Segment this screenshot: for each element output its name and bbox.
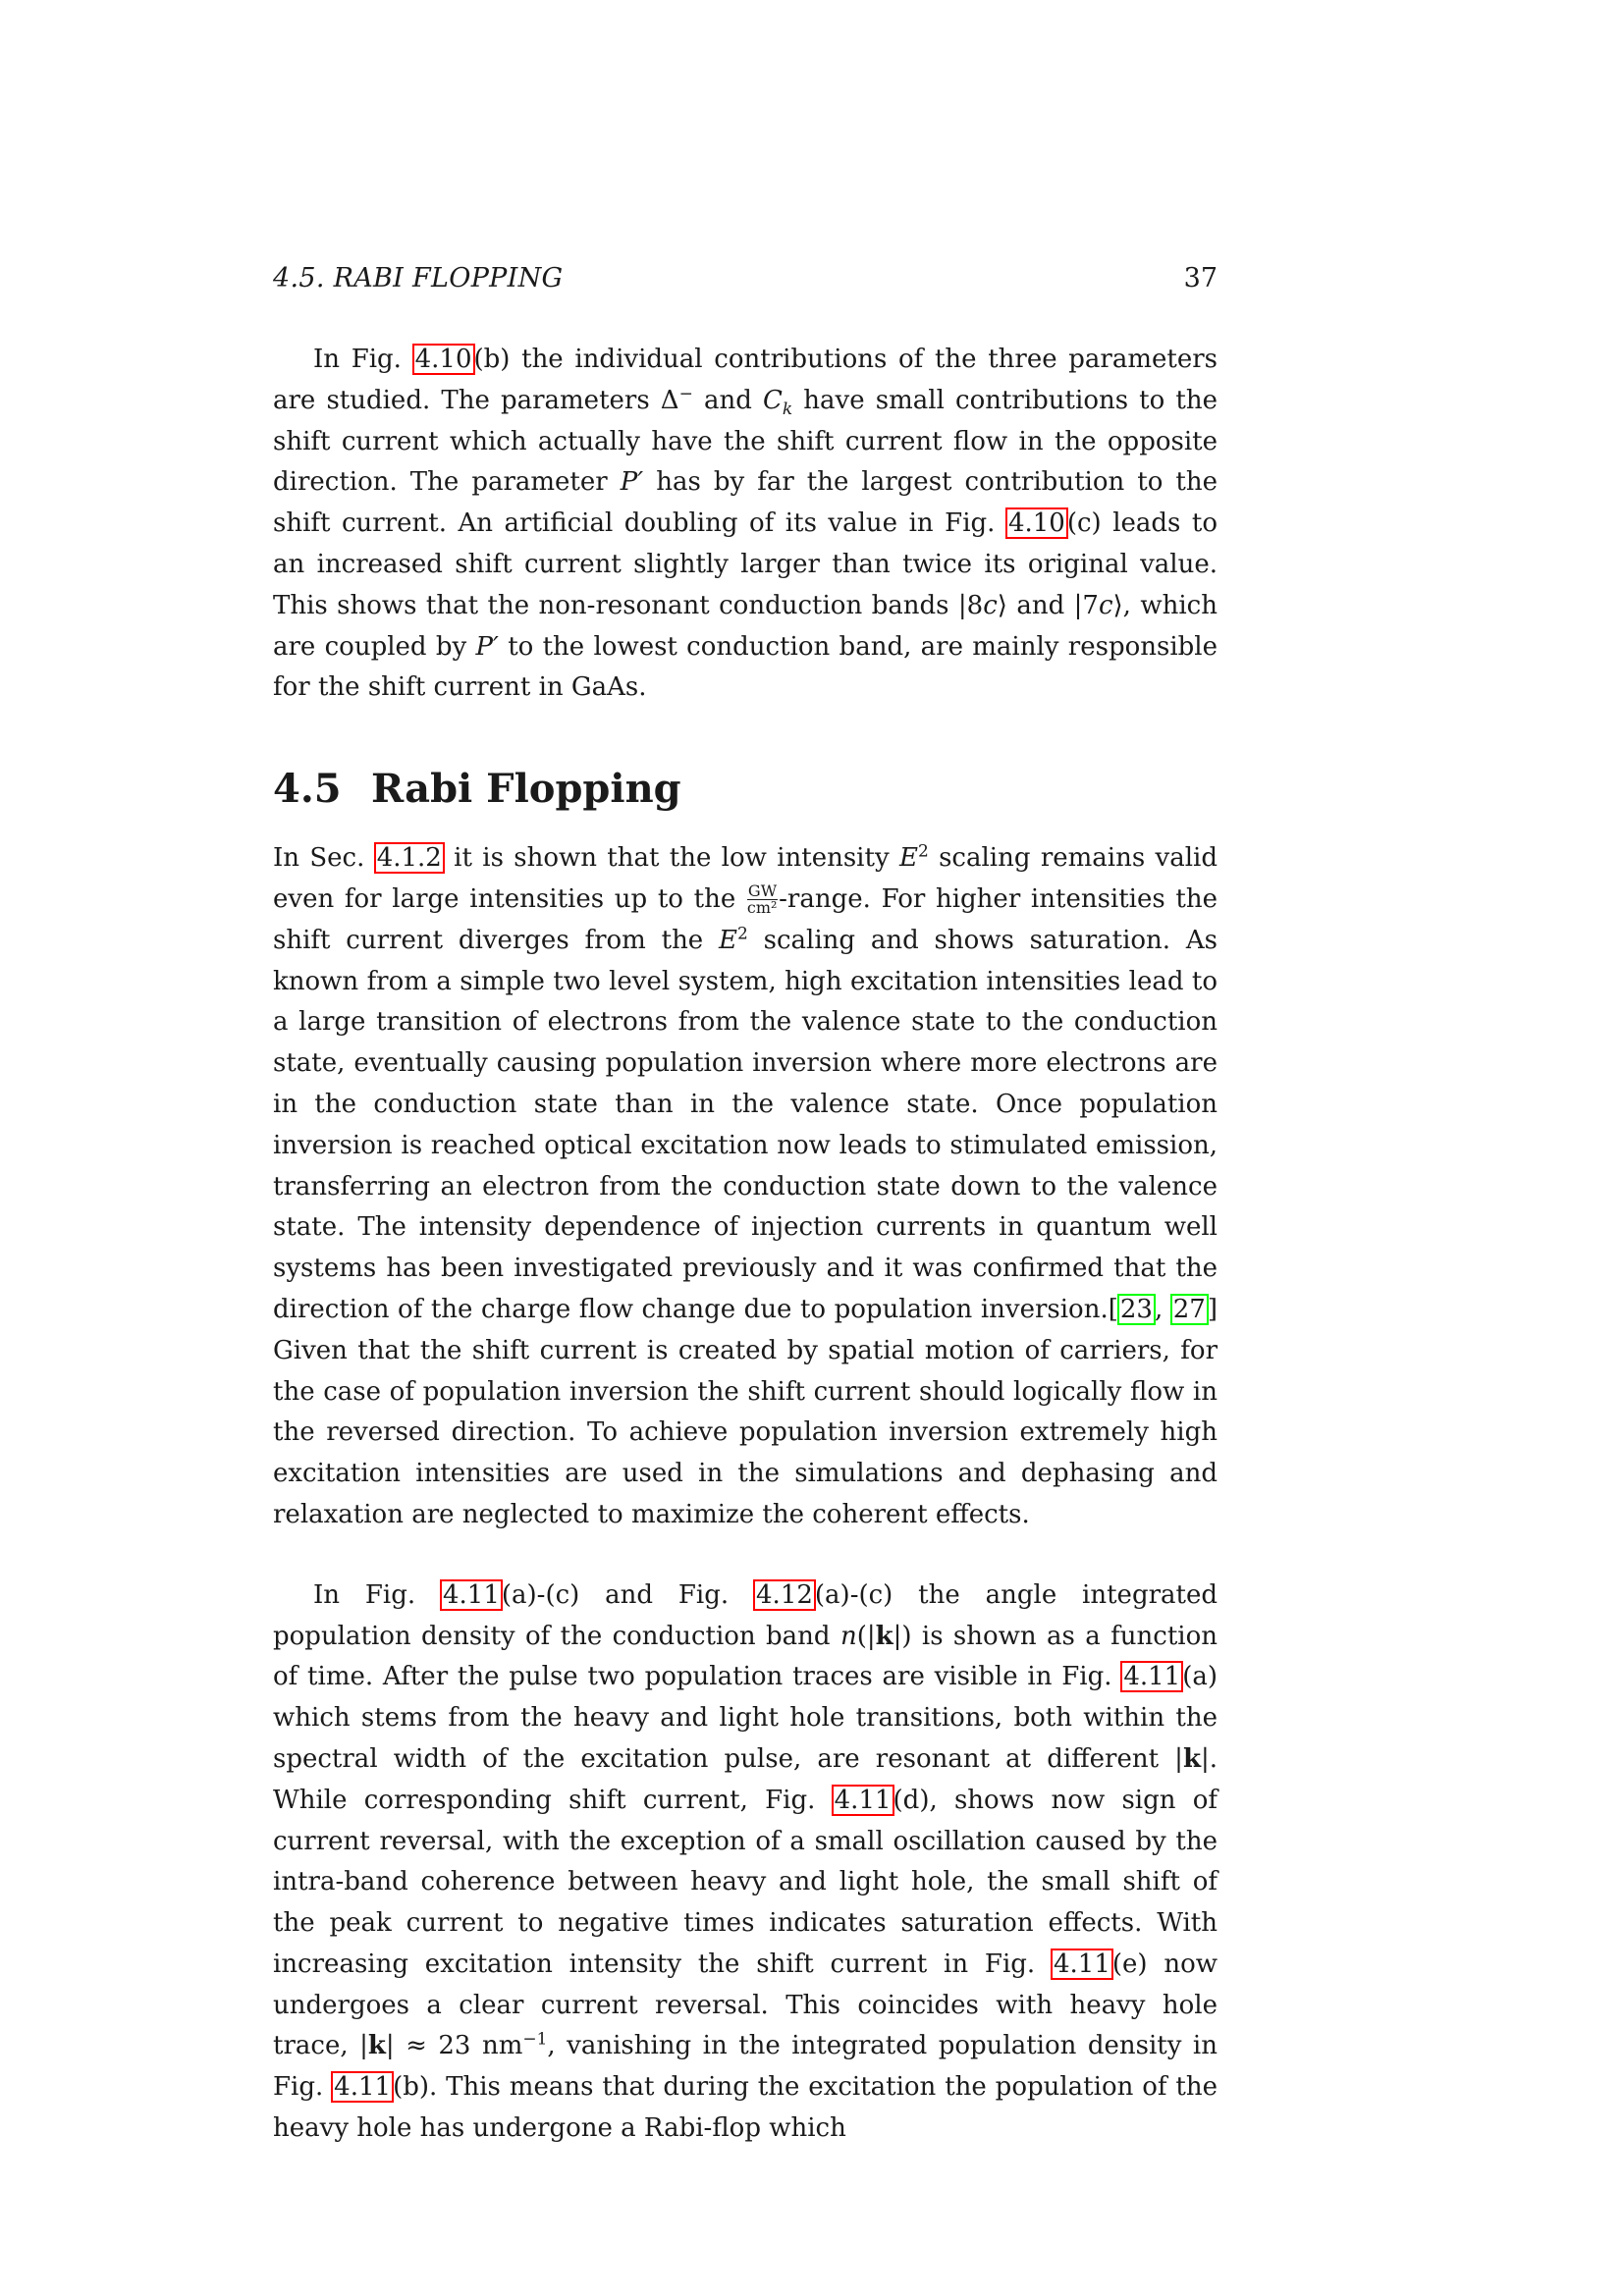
superscript: 2 [736,924,748,944]
text: , [1154,1294,1171,1324]
fraction-denominator: cm² [746,898,778,918]
text: to the lowest conduction band, are mainly responsible for the shift current in GaAs. [273,631,1218,703]
text: (d), shows now sign of current reversal, with the exception of a small oscillation caused by the intra-band coherence between heavy and light hole, the small shift of the peak current to negative times indicates saturation effects. With increasing excitation intensity the shift current in Fig. [273,1785,1218,1979]
math-k-vector: k [875,1621,893,1651]
figure-link-4-11[interactable]: 4.11 [834,1785,892,1815]
math-k-vector: k [1182,1743,1201,1774]
text: ⟩ and |7 [997,590,1099,620]
math-k-vector: k [367,2031,386,2061]
citation-link-23[interactable]: 23 [1119,1294,1153,1324]
text: (a)-(c) the angle integrated population density of the conduction band [273,1579,1218,1651]
text: has by far the largest contribution to the shift current. An artificial doubling of its value in Fig. [273,467,1218,539]
text: |. While corresponding shift current, Fig. [273,1743,1218,1815]
citation-link-27[interactable]: 27 [1172,1294,1206,1324]
paragraph-intro [273,838,1218,1536]
text: (a)-(c) and Fig. [501,1579,755,1610]
paragraph-population [273,1575,1218,2150]
math-n: n [839,1621,857,1651]
figure-link-4-11[interactable]: 4.11 [1123,1662,1181,1692]
figure-link-4-11[interactable]: 4.11 [334,2072,392,2103]
running-head [273,263,1218,302]
text: | ≈ 23 nm [385,2031,523,2061]
text: |) is shown as a function of time. After the pulse two population traces are visible in Fig. [273,1621,1218,1692]
text: and [692,385,763,415]
text: scaling remains valid even for large intensities up to the [273,843,1218,914]
fraction-numerator: GW [747,881,778,901]
figure-link-4-12[interactable]: 4.12 [756,1579,813,1610]
math-p-prime: P′ [620,467,644,498]
math-e: E [719,925,737,955]
math-p-prime: P′ [475,631,499,662]
text: have small contributions to the shift current which actually have the shift current flow in the opposite direction. The parameter [273,385,1218,498]
text: (c) leads to an increased shift current slightly larger than twice its original value. This shows that the non-resonant conduction bands |8 [273,508,1218,620]
text: (b) the individual contributions of the three parameters are studied. The parameters Δ [273,345,1218,415]
math-c: c [1098,590,1113,620]
figure-link-4-10[interactable]: 4.10 [414,345,472,374]
superscript: −1 [522,2029,548,2050]
text: (| [856,1621,876,1651]
superscript-minus: − [678,384,693,404]
math-c: c [983,590,998,620]
section-title: Rabi Flopping [371,766,681,813]
math-k-subscript: k [782,399,793,419]
text: (a) which stems from the heavy and light hole transitions, both within the spectral width of the excitation pulse, are resonant at different | [273,1662,1218,1774]
section-link-4-1-2[interactable]: 4.1.2 [376,843,442,874]
math-e: E [898,843,918,874]
text: (e) now undergoes a clear current reversal. This coincides with heavy hole trace, | [273,1949,1218,2061]
text: ⟩, which are coupled by [273,590,1218,662]
page [273,263,1218,2150]
fraction-gw-cm2 [747,883,778,916]
section-heading [273,766,1218,817]
page-number: 37 [1183,263,1218,294]
paragraph-contributions [273,340,1218,709]
figure-link-4-11[interactable]: 4.11 [1053,1949,1110,1979]
figure-link-4-10[interactable]: 4.10 [1007,508,1065,539]
superscript: 2 [917,841,929,862]
text: In Fig. [313,1579,441,1610]
text: scaling and shows saturation. As known from a simple two level system, high excitation intensities lead to a large transition of electrons from the valence state to the conduction state, eventually causing population inversion where more electrons are in the conduction state than in the valence state. Once population inversion is reached optical excitation now leads to stimulated emission, transferring an electron from the conduction state down to the valence state. The intensity dependence of injection currents in quantum well systems has been investigated previously and it was confirmed that the direction of the charge flow change due to population inversion.[ [273,925,1218,1324]
running-head-section: 4.5. RABI FLOPPING [273,263,564,294]
text: -range. For higher intensities the shift current diverges from the [273,883,1218,955]
text: In Fig. [313,345,413,374]
figure-link-4-11[interactable]: 4.11 [442,1579,500,1610]
text: it is shown that the low intensity [443,843,899,874]
math-c: C [762,385,783,415]
text: In Sec. [273,843,375,874]
text: (b). This means that during the excitation the population of the heavy hole has undergone a Rabi-flop which [273,2072,1218,2144]
section-number: 4.5 [273,766,342,813]
text: ] Given that the shift current is created by spatial motion of carriers, for the case of population inversion the shift current should logically flow in the reversed direction. To achieve population inversion extremely high excitation intensities are used in the simulations and dephasing and relaxation are neglected to maximize the coherent effects. [273,1294,1218,1529]
text: , vanishing in the integrated population density in Fig. [273,2031,1218,2103]
